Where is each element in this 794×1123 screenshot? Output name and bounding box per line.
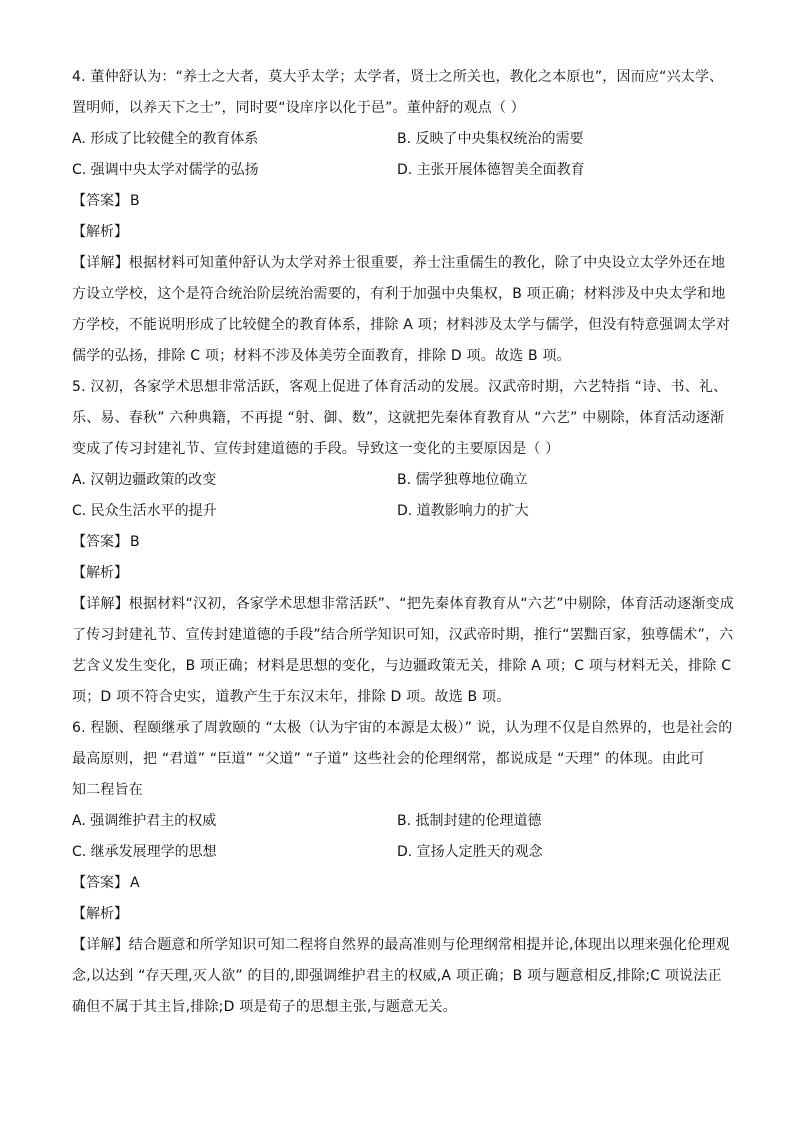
options-row	[72, 465, 722, 496]
answer-line	[72, 868, 722, 899]
detail-line: 儒学的弘扬，排除 C 项；材料不涉及体美劳全面教育，排除 D 项。故选 B 项。	[72, 348, 571, 364]
option-d: D. 主张开展体德智美全面教育	[397, 162, 585, 178]
option-a: A. 汉朝边疆政策的改变	[72, 472, 217, 488]
options-row	[72, 155, 722, 186]
question-stem-line: 5. 汉初，各家学术思想非常活跃，客观上促进了体育活动的发展。汉武帝时期，六艺特指 “诗、书、礼、	[72, 379, 728, 395]
question-stem-line: 置明师，以养天下之士”，同时要“设庠序以化于邑”。董仲舒的观点（ ）	[72, 100, 526, 116]
analysis-tag: 【解析】	[72, 906, 128, 922]
option-d: D. 道教影响力的扩大	[397, 503, 529, 519]
detail-line: 【详解】根据材料可知董仲舒认为太学对养士很重要，养士注重儒生的教化，除了中央设立太学外还在地	[72, 255, 726, 271]
option-b: B. 抵制封建的伦理道德	[397, 813, 542, 829]
option-c: C. 民众生活水平的提升	[72, 503, 217, 519]
detail-line: 方学校，不能说明形成了比较健全的教育体系，排除 A 项；材料涉及太学与儒学，但没有特意强调太学对	[72, 317, 731, 333]
document-page	[72, 62, 735, 1023]
option-b: B. 儒学独尊地位确立	[397, 472, 528, 488]
options-row	[72, 124, 722, 155]
question-5	[72, 372, 735, 713]
options-row	[72, 496, 722, 527]
question-stem-line: 6. 程颢、程颐继承了周敦颐的 “太极（认为宇宙的本源是太极）” 说，认为理不仅是自然界的，也是社会的	[72, 720, 733, 736]
option-b: B. 反映了中央集权统治的需要	[397, 131, 584, 147]
answer-line	[72, 527, 722, 558]
question-stem-line: 乐、易、春秋” 六种典籍，不再提 “射、御、数”，这就把先秦体育教育从 “六艺” 中剔除，体育活动逐渐	[72, 410, 725, 426]
option-a: A. 强调维护君主的权威	[72, 813, 217, 829]
detail-line: 【详解】根据材料“汉初，各家学术思想非常活跃”、“把先秦体育教育从“六艺”中剔除，体育活动逐渐变成	[72, 596, 735, 612]
answer-value: A	[130, 875, 140, 891]
options-row	[72, 806, 722, 837]
answer-value: B	[130, 534, 140, 550]
question-4	[72, 62, 731, 372]
detail-line: 念,以达到 “存天理,灭人欲” 的目的,即强调维护君主的权威,A 项正确；B 项与题意相反,排除;C 项说法正	[72, 968, 722, 984]
option-d: D. 宣扬人定胜天的观念	[397, 844, 543, 860]
answer-tag: 【答案】	[72, 534, 128, 550]
answer-tag: 【答案】	[72, 875, 128, 891]
detail-line: 方设立学校，这个是符合统治阶层统治需要的，有利于加强中央集权，B 项正确；材料涉及中央太学和地	[72, 286, 726, 302]
option-c: C. 强调中央太学对儒学的弘扬	[72, 162, 259, 178]
option-a: A. 形成了比较健全的教育体系	[72, 131, 259, 147]
detail-line: 了传习封建礼节、宣传封建道德的手段”结合所学知识可知，汉武帝时期，推行“罢黜百家，独尊儒术”，六	[72, 627, 734, 643]
options-row	[72, 837, 722, 868]
option-c: C. 继承发展理学的思想	[72, 844, 217, 860]
question-stem-line: 最高原则，把 “君道” “臣道” “父道” “子道” 这些社会的伦理纲常，都说成是 “天理” 的体现。由此可	[72, 751, 705, 767]
analysis-tag: 【解析】	[72, 565, 128, 581]
answer-value: B	[130, 193, 140, 209]
question-stem-line: 4. 董仲舒认为：“养士之大者，莫大乎太学；太学者，贤士之所关也，教化之本原也”，因而应“兴太学、	[72, 69, 724, 85]
question-stem-line: 知二程旨在	[72, 782, 143, 798]
detail-line: 确但不属于其主旨,排除;D 项是荀子的思想主张,与题意无关。	[72, 999, 457, 1015]
analysis-tag: 【解析】	[72, 224, 128, 240]
detail-line: 艺含义发生变化，B 项正确；材料是思想的变化，与边疆政策无关，排除 A 项；C 项与材料无关，排除 C	[72, 658, 732, 674]
detail-line: 【详解】结合题意和所学知识可知二程将自然界的最高准则与伦理纲常相提并论,体现出以理来强化伦理观	[72, 937, 730, 953]
question-6	[72, 713, 733, 1023]
answer-line	[72, 186, 722, 217]
answer-tag: 【答案】	[72, 193, 128, 209]
detail-line: 项；D 项不符合史实，道教产生于东汉末年，排除 D 项。故选 B 项。	[72, 689, 511, 705]
question-stem-line: 变成了传习封建礼节、宣传封建道德的手段。导致这一变化的主要原因是（ ）	[72, 441, 560, 457]
